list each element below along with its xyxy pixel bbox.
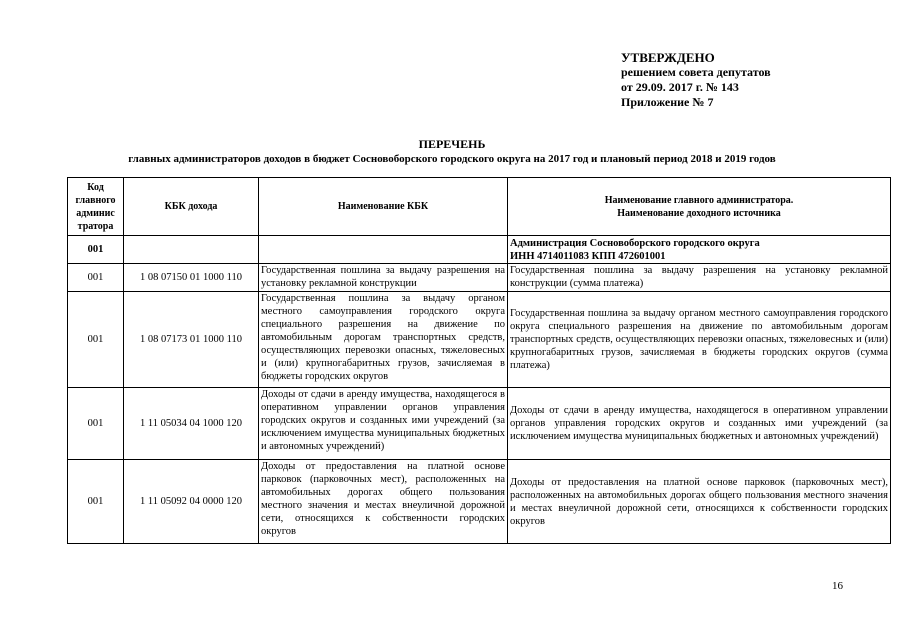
- row-source: Доходы от сдачи в аренду имущества, находящегося в оперативном управлении органов управления городских округов и созданных ими учреждений (за исключением имущества муниципальных бюджетных и автономных учреждений): [508, 388, 891, 460]
- row-code: 001: [68, 292, 124, 388]
- approval-date-number: от 29.09. 2017 г. № 143: [621, 80, 739, 94]
- row-kbk: 1 08 07173 01 1000 110: [124, 292, 259, 388]
- header-kbk: КБК дохода: [124, 178, 259, 236]
- header-admin-name-line1: Наименование главного администратора.: [604, 194, 794, 206]
- admin-inn-kpp: ИНН 4714011083 КПП 472601001: [510, 250, 666, 262]
- admin-kbk-name-empty: [259, 236, 508, 264]
- admin-name-text: Администрация Сосновоборского городского округа: [510, 237, 760, 249]
- admin-kbk-empty: [124, 236, 259, 264]
- table-header-row: [68, 178, 891, 236]
- administrators-table: [67, 177, 891, 544]
- row-code: 001: [68, 460, 124, 544]
- document-title: ПЕРЕЧЕНЬ: [418, 137, 486, 151]
- table-row: [68, 292, 891, 388]
- row-kbk-name: Доходы от сдачи в аренду имущества, находящегося в оперативном управлении органов управления городских округов и созданных ими учреждений (за исключением имущества муниципальных бюджетных и автономных учреждений): [259, 388, 508, 460]
- row-kbk: 1 11 05092 04 0000 120: [124, 460, 259, 544]
- row-kbk: 1 11 05034 04 1000 120: [124, 388, 259, 460]
- row-source: Доходы от предоставления на платной основе парковок (парковочных мест), расположенных на автомобильных дорогах общего пользования местного значения и местах внеуличной дорожной сети, относящихся к собственности городских округов: [508, 460, 891, 544]
- header-kbk-name: Наименование КБК: [259, 178, 508, 236]
- admin-row: [68, 236, 891, 264]
- row-code: 001: [68, 388, 124, 460]
- approval-stamp: [621, 50, 771, 110]
- row-source: Государственная пошлина за выдачу органом местного самоуправления городского округа специального разрешения на движение по автомобильным дорогам транспортных средств, осуществляющих перевозки опасных, тяжеловесных и (или) крупногабаритных грузов, зачисляемая в бюджеты городских округов (сумма платежа): [508, 292, 891, 388]
- row-kbk-name: Государственная пошлина за выдачу органом местного самоуправления городского округа специального разрешения на движение по автомобильным дорогам транспортных средств, осуществляющих перевозки опасных, тяжеловесных и (или) крупногабаритных грузов, зачисляемая в бюджеты городских округов: [259, 292, 508, 388]
- page-number: 16: [832, 580, 843, 592]
- row-kbk-name: Доходы от предоставления на платной основе парковок (парковочных мест), расположенных на автомобильных дорогах общего пользования местного значения и местах внеуличной дорожной сети, относящихся к собственности городских округов: [259, 460, 508, 544]
- table-row: [68, 264, 891, 292]
- appendix-number: Приложение № 7: [621, 95, 714, 109]
- admin-code: 001: [68, 236, 124, 264]
- admin-name: [508, 236, 891, 264]
- approval-council-decision: решением совета депутатов: [621, 65, 771, 79]
- table-row: [68, 388, 891, 460]
- header-admin-name: [508, 178, 891, 236]
- header-admin-code: Код главного админис тратора: [68, 178, 124, 236]
- row-code: 001: [68, 264, 124, 292]
- row-source: Государственная пошлина за выдачу разрешения на установку рекламной конструкции (сумма платежа): [508, 264, 891, 292]
- table-row: [68, 460, 891, 544]
- row-kbk: 1 08 07150 01 1000 110: [124, 264, 259, 292]
- approval-heading: УТВЕРЖДЕНО: [621, 50, 715, 65]
- header-admin-name-line2: Наименование доходного источника: [617, 207, 781, 219]
- document-subtitle: главных администраторов доходов в бюджет Сосновоборского городского округа на 2017 год и плановый период 2018 и 2019 годов: [128, 153, 776, 165]
- row-kbk-name: Государственная пошлина за выдачу разрешения на установку рекламной конструкции: [259, 264, 508, 292]
